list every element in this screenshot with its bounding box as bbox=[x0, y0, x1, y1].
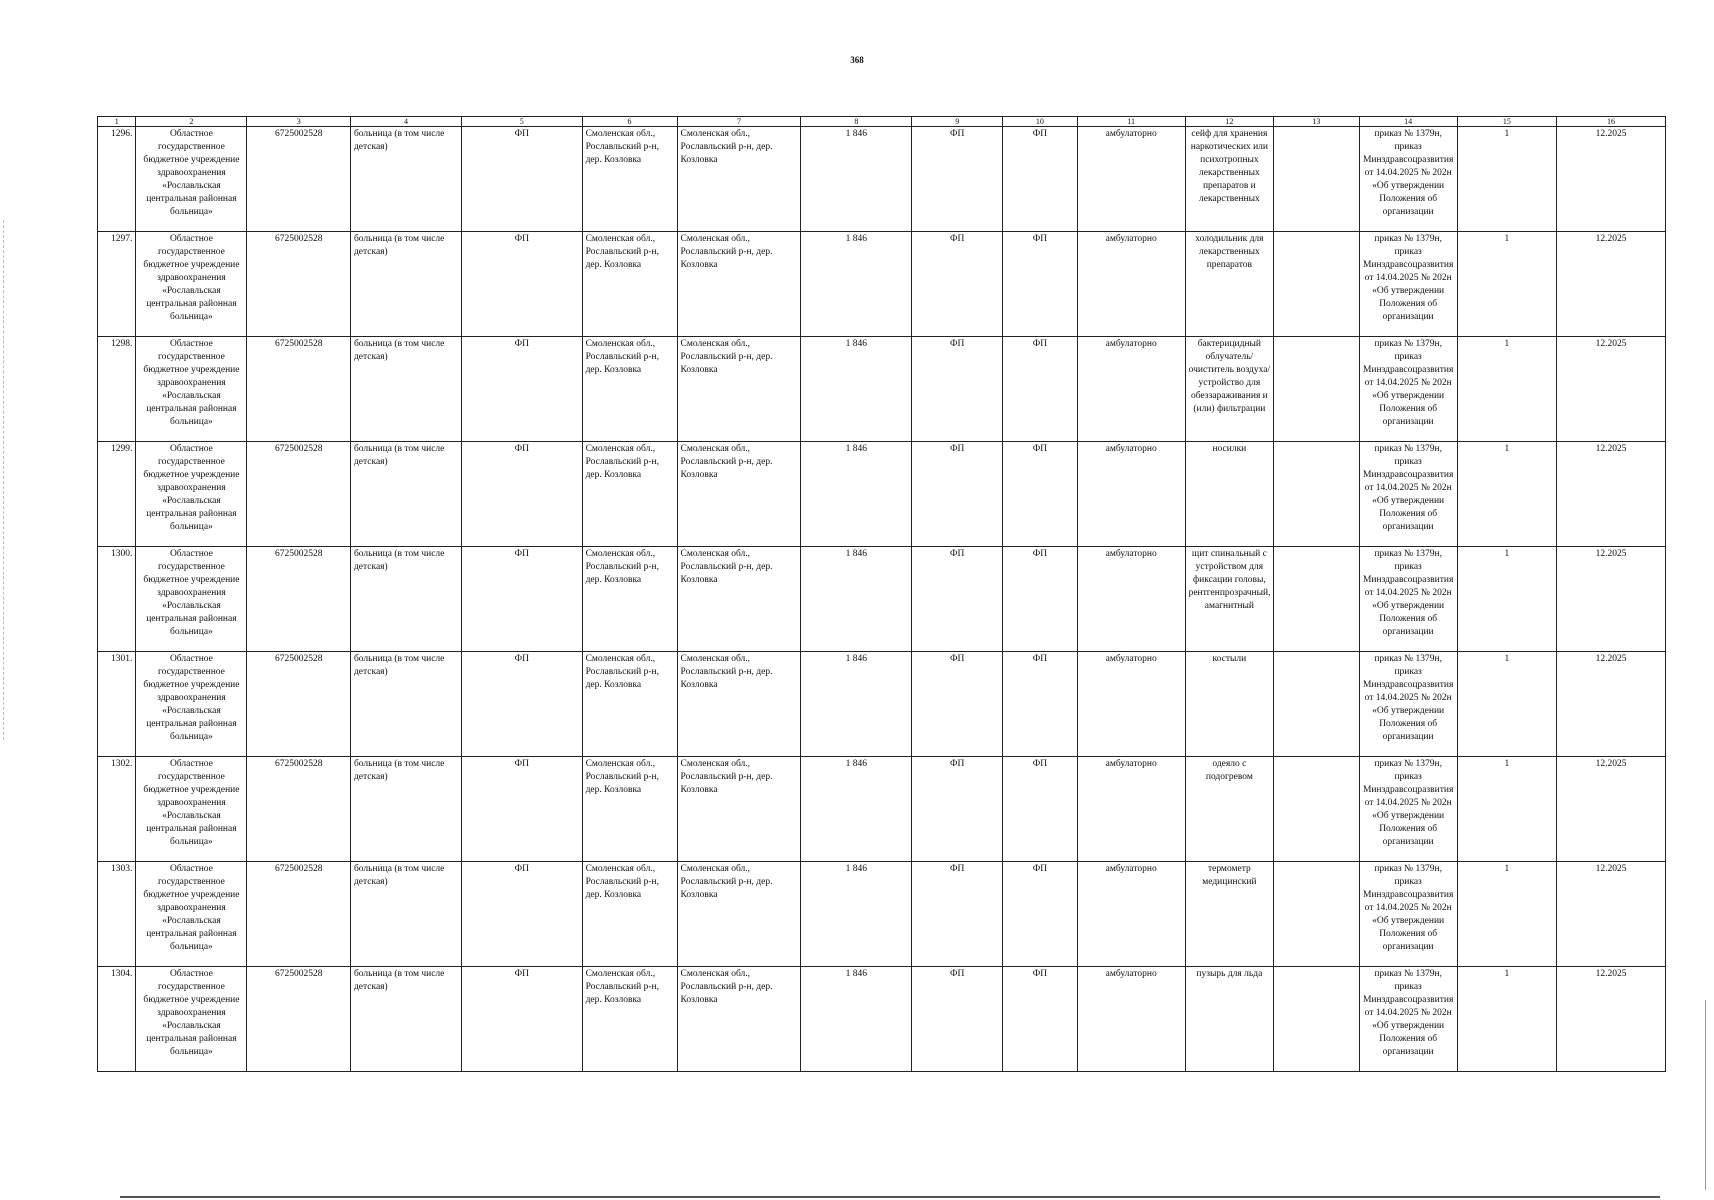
col10-cell: ФП bbox=[1003, 442, 1078, 547]
facility-type: больница (в том числе детская) bbox=[350, 547, 461, 652]
col10-cell: ФП bbox=[1003, 862, 1078, 967]
care-type-cell: амбулаторно bbox=[1077, 232, 1185, 337]
table-row bbox=[98, 337, 1666, 442]
population-cell: 1 846 bbox=[801, 232, 912, 337]
population-cell: 1 846 bbox=[801, 547, 912, 652]
settlement-address-cell: Смоленская обл., Рославльский р-н, дер. Козловка bbox=[677, 127, 801, 232]
address-cell: Смоленская обл., Рославльский р-н, дер. Козловка bbox=[582, 967, 677, 1072]
deadline-cell: 12.2025 bbox=[1557, 127, 1666, 232]
col5-cell: ФП bbox=[461, 127, 582, 232]
quantity-cell: 1 bbox=[1457, 967, 1556, 1072]
col13-cell bbox=[1274, 757, 1359, 862]
table-row bbox=[98, 652, 1666, 757]
order-reference-cell: приказ № 1379н, приказ Минздравсоцразвития от 14.04.2025 № 202н «Об утверждении Положения об организации bbox=[1359, 757, 1457, 862]
organization-name: Областное государственное бюджетное учреждение здравоохранения «Рославльская центральная районная больница» bbox=[136, 127, 247, 232]
address-cell: Смоленская обл., Рославльский р-н, дер. Козловка bbox=[582, 862, 677, 967]
table-row bbox=[98, 127, 1666, 232]
quantity-cell: 1 bbox=[1457, 127, 1556, 232]
column-header: 6 bbox=[582, 117, 677, 127]
col9-cell: ФП bbox=[912, 127, 1003, 232]
quantity-cell: 1 bbox=[1457, 337, 1556, 442]
table-row bbox=[98, 442, 1666, 547]
col13-cell bbox=[1274, 652, 1359, 757]
care-type-cell: амбулаторно bbox=[1077, 967, 1185, 1072]
col9-cell: ФП bbox=[912, 442, 1003, 547]
row-number: 1299. bbox=[98, 442, 136, 547]
order-reference-cell: приказ № 1379н, приказ Минздравсоцразвития от 14.04.2025 № 202н «Об утверждении Положения об организации bbox=[1359, 127, 1457, 232]
deadline-cell: 12.2025 bbox=[1557, 652, 1666, 757]
col5-cell: ФП bbox=[461, 967, 582, 1072]
order-reference-cell: приказ № 1379н, приказ Минздравсоцразвития от 14.04.2025 № 202н «Об утверждении Положения об организации bbox=[1359, 232, 1457, 337]
inn-cell: 6725002528 bbox=[247, 127, 351, 232]
table-row bbox=[98, 547, 1666, 652]
bottom-rule bbox=[120, 1196, 1660, 1198]
column-header: 16 bbox=[1557, 117, 1666, 127]
order-reference-cell: приказ № 1379н, приказ Минздравсоцразвития от 14.04.2025 № 202н «Об утверждении Положения об организации bbox=[1359, 337, 1457, 442]
col5-cell: ФП bbox=[461, 862, 582, 967]
column-header: 2 bbox=[136, 117, 247, 127]
organization-name: Областное государственное бюджетное учреждение здравоохранения «Рославльская центральная районная больница» bbox=[136, 862, 247, 967]
address-cell: Смоленская обл., Рославльский р-н, дер. Козловка bbox=[582, 547, 677, 652]
col5-cell: ФП bbox=[461, 337, 582, 442]
organization-name: Областное государственное бюджетное учреждение здравоохранения «Рославльская центральная районная больница» bbox=[136, 967, 247, 1072]
col10-cell: ФП bbox=[1003, 337, 1078, 442]
population-cell: 1 846 bbox=[801, 337, 912, 442]
col13-cell bbox=[1274, 547, 1359, 652]
table-row bbox=[98, 862, 1666, 967]
row-number: 1298. bbox=[98, 337, 136, 442]
facility-type: больница (в том числе детская) bbox=[350, 337, 461, 442]
population-cell: 1 846 bbox=[801, 862, 912, 967]
settlement-address-cell: Смоленская обл., Рославльский р-н, дер. Козловка bbox=[677, 547, 801, 652]
column-header: 1 bbox=[98, 117, 136, 127]
population-cell: 1 846 bbox=[801, 127, 912, 232]
col9-cell: ФП bbox=[912, 757, 1003, 862]
equipment-name-cell: бактерицидный облучатель/очиститель воздуха/устройство для обеззараживания и (или) фильтрации bbox=[1185, 337, 1274, 442]
organization-name: Областное государственное бюджетное учреждение здравоохранения «Рославльская центральная районная больница» bbox=[136, 757, 247, 862]
inn-cell: 6725002528 bbox=[247, 862, 351, 967]
population-cell: 1 846 bbox=[801, 652, 912, 757]
order-reference-cell: приказ № 1379н, приказ Минздравсоцразвития от 14.04.2025 № 202н «Об утверждении Положения об организации bbox=[1359, 652, 1457, 757]
inn-cell: 6725002528 bbox=[247, 757, 351, 862]
order-reference-cell: приказ № 1379н, приказ Минздравсоцразвития от 14.04.2025 № 202н «Об утверждении Положения об организации bbox=[1359, 442, 1457, 547]
quantity-cell: 1 bbox=[1457, 232, 1556, 337]
deadline-cell: 12.2025 bbox=[1557, 757, 1666, 862]
column-header: 8 bbox=[801, 117, 912, 127]
table-row bbox=[98, 757, 1666, 862]
care-type-cell: амбулаторно bbox=[1077, 757, 1185, 862]
address-cell: Смоленская обл., Рославльский р-н, дер. Козловка bbox=[582, 337, 677, 442]
facility-type: больница (в том числе детская) bbox=[350, 232, 461, 337]
equipment-name-cell: костыли bbox=[1185, 652, 1274, 757]
address-cell: Смоленская обл., Рославльский р-н, дер. Козловка bbox=[582, 442, 677, 547]
equipment-name-cell: щит спинальный с устройством для фиксации головы, рентгенпрозрачный, амагнитный bbox=[1185, 547, 1274, 652]
quantity-cell: 1 bbox=[1457, 757, 1556, 862]
facility-type: больница (в том числе детская) bbox=[350, 442, 461, 547]
equipment-table bbox=[97, 116, 1666, 1072]
col5-cell: ФП bbox=[461, 652, 582, 757]
facility-type: больница (в том числе детская) bbox=[350, 967, 461, 1072]
table-row bbox=[98, 967, 1666, 1072]
settlement-address-cell: Смоленская обл., Рославльский р-н, дер. Козловка bbox=[677, 337, 801, 442]
col9-cell: ФП bbox=[912, 652, 1003, 757]
equipment-name-cell: пузырь для льда bbox=[1185, 967, 1274, 1072]
address-cell: Смоленская обл., Рославльский р-н, дер. Козловка bbox=[582, 652, 677, 757]
quantity-cell: 1 bbox=[1457, 547, 1556, 652]
inn-cell: 6725002528 bbox=[247, 967, 351, 1072]
row-number: 1301. bbox=[98, 652, 136, 757]
inn-cell: 6725002528 bbox=[247, 442, 351, 547]
column-header: 14 bbox=[1359, 117, 1457, 127]
care-type-cell: амбулаторно bbox=[1077, 547, 1185, 652]
equipment-name-cell: холодильник для лекарственных препаратов bbox=[1185, 232, 1274, 337]
settlement-address-cell: Смоленская обл., Рославльский р-н, дер. Козловка bbox=[677, 757, 801, 862]
care-type-cell: амбулаторно bbox=[1077, 127, 1185, 232]
col13-cell bbox=[1274, 127, 1359, 232]
col9-cell: ФП bbox=[912, 967, 1003, 1072]
column-header: 13 bbox=[1274, 117, 1359, 127]
col10-cell: ФП bbox=[1003, 127, 1078, 232]
inn-cell: 6725002528 bbox=[247, 337, 351, 442]
inn-cell: 6725002528 bbox=[247, 547, 351, 652]
page-number: 368 bbox=[850, 55, 864, 65]
settlement-address-cell: Смоленская обл., Рославльский р-н, дер. Козловка bbox=[677, 862, 801, 967]
col13-cell bbox=[1274, 967, 1359, 1072]
deadline-cell: 12.2025 bbox=[1557, 967, 1666, 1072]
population-cell: 1 846 bbox=[801, 757, 912, 862]
col5-cell: ФП bbox=[461, 547, 582, 652]
order-reference-cell: приказ № 1379н, приказ Минздравсоцразвития от 14.04.2025 № 202н «Об утверждении Положения об организации bbox=[1359, 967, 1457, 1072]
col10-cell: ФП bbox=[1003, 232, 1078, 337]
col13-cell bbox=[1274, 862, 1359, 967]
column-header: 7 bbox=[677, 117, 801, 127]
column-header: 10 bbox=[1003, 117, 1078, 127]
col13-cell bbox=[1274, 442, 1359, 547]
order-reference-cell: приказ № 1379н, приказ Минздравсоцразвития от 14.04.2025 № 202н «Об утверждении Положения об организации bbox=[1359, 547, 1457, 652]
care-type-cell: амбулаторно bbox=[1077, 862, 1185, 967]
col13-cell bbox=[1274, 337, 1359, 442]
col9-cell: ФП bbox=[912, 337, 1003, 442]
col10-cell: ФП bbox=[1003, 757, 1078, 862]
equipment-name-cell: носилки bbox=[1185, 442, 1274, 547]
address-cell: Смоленская обл., Рославльский р-н, дер. Козловка bbox=[582, 757, 677, 862]
deadline-cell: 12.2025 bbox=[1557, 862, 1666, 967]
col9-cell: ФП bbox=[912, 547, 1003, 652]
col10-cell: ФП bbox=[1003, 547, 1078, 652]
col5-cell: ФП bbox=[461, 757, 582, 862]
edge-rule bbox=[1705, 1000, 1706, 1190]
row-number: 1300. bbox=[98, 547, 136, 652]
organization-name: Областное государственное бюджетное учреждение здравоохранения «Рославльская центральная районная больница» bbox=[136, 652, 247, 757]
equipment-name-cell: одеяло с подогревом bbox=[1185, 757, 1274, 862]
col10-cell: ФП bbox=[1003, 967, 1078, 1072]
settlement-address-cell: Смоленская обл., Рославльский р-н, дер. Козловка bbox=[677, 967, 801, 1072]
care-type-cell: амбулаторно bbox=[1077, 652, 1185, 757]
settlement-address-cell: Смоленская обл., Рославльский р-н, дер. Козловка bbox=[677, 232, 801, 337]
care-type-cell: амбулаторно bbox=[1077, 337, 1185, 442]
quantity-cell: 1 bbox=[1457, 442, 1556, 547]
care-type-cell: амбулаторно bbox=[1077, 442, 1185, 547]
population-cell: 1 846 bbox=[801, 442, 912, 547]
row-number: 1302. bbox=[98, 757, 136, 862]
column-header: 3 bbox=[247, 117, 351, 127]
facility-type: больница (в том числе детская) bbox=[350, 127, 461, 232]
row-number: 1303. bbox=[98, 862, 136, 967]
settlement-address-cell: Смоленская обл., Рославльский р-н, дер. Козловка bbox=[677, 442, 801, 547]
address-cell: Смоленская обл., Рославльский р-н, дер. Козловка bbox=[582, 127, 677, 232]
deadline-cell: 12.2025 bbox=[1557, 547, 1666, 652]
scan-edge-marks bbox=[3, 220, 6, 740]
col5-cell: ФП bbox=[461, 232, 582, 337]
deadline-cell: 12.2025 bbox=[1557, 232, 1666, 337]
table-row bbox=[98, 232, 1666, 337]
inn-cell: 6725002528 bbox=[247, 232, 351, 337]
organization-name: Областное государственное бюджетное учреждение здравоохранения «Рославльская центральная районная больница» bbox=[136, 337, 247, 442]
col13-cell bbox=[1274, 232, 1359, 337]
inn-cell: 6725002528 bbox=[247, 652, 351, 757]
facility-type: больница (в том числе детская) bbox=[350, 652, 461, 757]
column-header: 5 bbox=[461, 117, 582, 127]
facility-type: больница (в том числе детская) bbox=[350, 862, 461, 967]
row-number: 1296. bbox=[98, 127, 136, 232]
population-cell: 1 846 bbox=[801, 967, 912, 1072]
col10-cell: ФП bbox=[1003, 652, 1078, 757]
col5-cell: ФП bbox=[461, 442, 582, 547]
deadline-cell: 12.2025 bbox=[1557, 442, 1666, 547]
column-header: 4 bbox=[350, 117, 461, 127]
quantity-cell: 1 bbox=[1457, 862, 1556, 967]
facility-type: больница (в том числе детская) bbox=[350, 757, 461, 862]
address-cell: Смоленская обл., Рославльский р-н, дер. Козловка bbox=[582, 232, 677, 337]
column-header: 11 bbox=[1077, 117, 1185, 127]
equipment-name-cell: термометр медицинский bbox=[1185, 862, 1274, 967]
settlement-address-cell: Смоленская обл., Рославльский р-н, дер. Козловка bbox=[677, 652, 801, 757]
column-header: 12 bbox=[1185, 117, 1274, 127]
row-number: 1297. bbox=[98, 232, 136, 337]
header-row bbox=[98, 117, 1666, 127]
col9-cell: ФП bbox=[912, 232, 1003, 337]
order-reference-cell: приказ № 1379н, приказ Минздравсоцразвития от 14.04.2025 № 202н «Об утверждении Положения об организации bbox=[1359, 862, 1457, 967]
equipment-name-cell: сейф для хранения наркотических или психотропных лекарственных препаратов и лекарственных bbox=[1185, 127, 1274, 232]
column-header: 9 bbox=[912, 117, 1003, 127]
quantity-cell: 1 bbox=[1457, 652, 1556, 757]
organization-name: Областное государственное бюджетное учреждение здравоохранения «Рославльская центральная районная больница» bbox=[136, 232, 247, 337]
organization-name: Областное государственное бюджетное учреждение здравоохранения «Рославльская центральная районная больница» bbox=[136, 442, 247, 547]
deadline-cell: 12.2025 bbox=[1557, 337, 1666, 442]
column-header: 15 bbox=[1457, 117, 1556, 127]
row-number: 1304. bbox=[98, 967, 136, 1072]
col9-cell: ФП bbox=[912, 862, 1003, 967]
organization-name: Областное государственное бюджетное учреждение здравоохранения «Рославльская центральная районная больница» bbox=[136, 547, 247, 652]
